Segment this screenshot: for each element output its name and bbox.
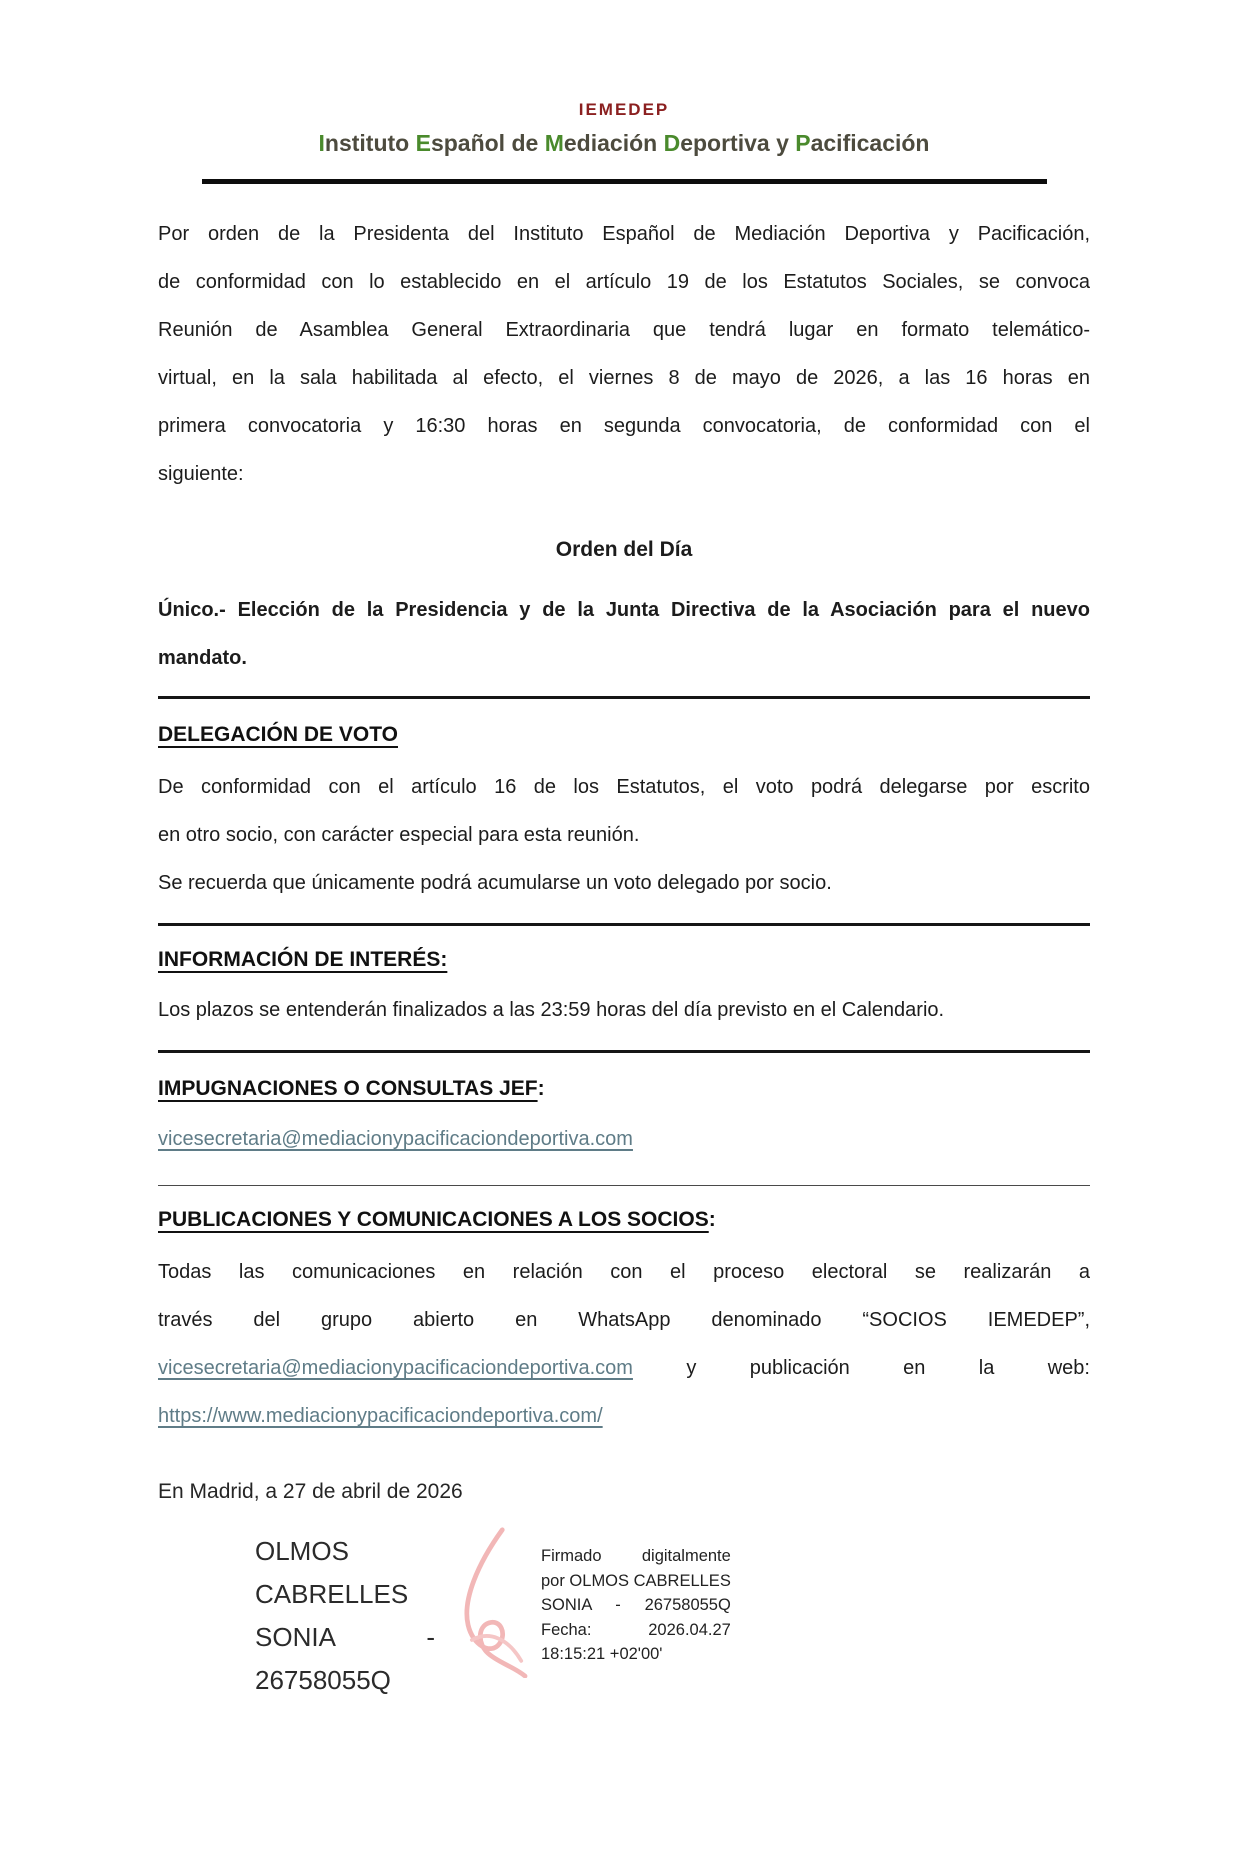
email-link[interactable]: vicesecretaria@mediacionypacificaciondeportiva.com — [158, 1128, 633, 1150]
iemedep-logo: IEMEDEP — [578, 100, 670, 119]
signature-name — [255, 1530, 435, 1702]
subtitle-initial-letter: M — [544, 130, 564, 156]
header-rule — [202, 179, 1047, 184]
text-line: De conformidad con el artículo 16 de los Estatutos, el voto podrá delegarse por escrito — [158, 776, 1090, 798]
subtitle-initial-letter: P — [795, 130, 811, 156]
text-line: Firmado digitalmente — [541, 1547, 731, 1565]
section-divider — [158, 696, 1090, 699]
subtitle-initial-letter: D — [663, 130, 681, 156]
email-link[interactable]: vicesecretaria@mediacionypacificaciondeportiva.com — [158, 1357, 633, 1379]
text-line: Por orden de la Presidenta del Instituto Español de Mediación Deportiva y Pacificación, — [158, 223, 1090, 245]
text-line: virtual, en la sala habilitada al efecto, el viernes 8 de mayo de 2026, a las 16 horas en — [158, 367, 1090, 389]
text-line: 18:15:21 +02'00' — [541, 1645, 663, 1663]
publicaciones-line-4 — [158, 1392, 1090, 1440]
publicaciones-line-3 — [158, 1344, 1090, 1392]
delegacion-paragraph-2 — [158, 859, 1090, 907]
signature-flourish-icon — [445, 1526, 531, 1678]
heading-publicaciones — [158, 1208, 1090, 1232]
text-line: siguiente: — [158, 463, 244, 485]
heading-colon: : — [708, 1208, 716, 1231]
digital-signature-block — [255, 1530, 1090, 1702]
text-line: SONIA - 26758055Q — [541, 1596, 731, 1614]
subtitle-text: spañol de — [430, 130, 545, 156]
heading-text: PUBLICACIONES Y COMUNICACIONES A LOS SOCIOS — [158, 1208, 709, 1231]
text-line: 26758055Q — [255, 1665, 391, 1695]
publicaciones-line-1: Todas las comunicaciones en relación con el proceso electoral se realizarán a — [158, 1261, 1090, 1283]
signature-details — [541, 1530, 731, 1667]
text-line: en otro socio, con carácter especial para esta reunión. — [158, 824, 640, 846]
heading-text: DELEGACIÓN DE VOTO — [158, 723, 398, 746]
text-line: Se recuerda que únicamente podrá acumularse un voto delegado por socio. — [158, 872, 832, 894]
section-divider-light — [158, 1185, 1090, 1186]
heading-colon: : — [537, 1077, 545, 1100]
date-place-line: En Madrid, a 27 de abril de 2026 — [158, 1480, 463, 1503]
text-line: Único.- Elección de la Presidencia y de la Junta Directiva de la Asociación para el nuevo — [158, 599, 1090, 621]
text-line: primera convocatoria y 16:30 horas en segunda convocatoria, de conformidad con el — [158, 415, 1090, 437]
text-line: CABRELLES — [255, 1579, 409, 1609]
heading-informacion-de-interes — [158, 948, 1090, 972]
publicaciones-line-3-rest: y publicación en la web: — [632, 1357, 1090, 1379]
publicaciones-line-2: través del grupo abierto en WhatsApp denominado “SOCIOS IEMEDEP”, — [158, 1309, 1090, 1331]
intro-paragraph — [158, 210, 1090, 498]
heading-delegacion-de-voto — [158, 723, 1090, 747]
institute-subtitle — [158, 130, 1090, 157]
website-link[interactable]: https://www.mediacionypacificaciondeportiva.com/ — [158, 1405, 603, 1427]
agenda-title: Orden del Día — [555, 538, 693, 561]
subtitle-initial-letter: E — [415, 130, 431, 156]
text-line: Reunión de Asamblea General Extraordinaria que tendrá lugar en formato telemático- — [158, 319, 1090, 341]
text-line: de conformidad con lo establecido en el artículo 19 de los Estatutos Sociales, se convoca — [158, 271, 1090, 293]
subtitle-text: eportiva y — [680, 130, 796, 156]
subtitle-text: acificación — [810, 130, 930, 156]
document-header — [158, 100, 1090, 184]
section-divider — [158, 1050, 1090, 1053]
text-line: por OLMOS CABRELLES — [541, 1571, 731, 1590]
section-divider — [158, 923, 1090, 926]
heading-impugnaciones — [158, 1077, 1090, 1101]
subtitle-text: nstituto — [324, 130, 416, 156]
document-page — [0, 100, 1240, 1855]
text-line: OLMOS — [255, 1536, 349, 1566]
heading-text: IMPUGNACIONES O CONSULTAS JEF — [158, 1077, 538, 1100]
publicaciones-paragraph — [158, 1248, 1090, 1440]
delegacion-paragraph-1 — [158, 763, 1090, 859]
text-line: Los plazos se entenderán finalizados a las 23:59 horas del día previsto en el Calendario. — [158, 999, 945, 1021]
agenda-item — [158, 586, 1090, 682]
text-line: SONIA - — [255, 1622, 435, 1652]
subtitle-text: ediación — [563, 130, 664, 156]
text-line: mandato. — [158, 647, 247, 669]
text-line: Fecha: 2026.04.27 — [541, 1620, 731, 1639]
impugnaciones-email-line — [158, 1115, 1090, 1163]
heading-text: INFORMACIÓN DE INTERÉS: — [158, 948, 448, 971]
informacion-paragraph — [158, 986, 1090, 1034]
subtitle-initial-letter: I — [318, 130, 325, 156]
